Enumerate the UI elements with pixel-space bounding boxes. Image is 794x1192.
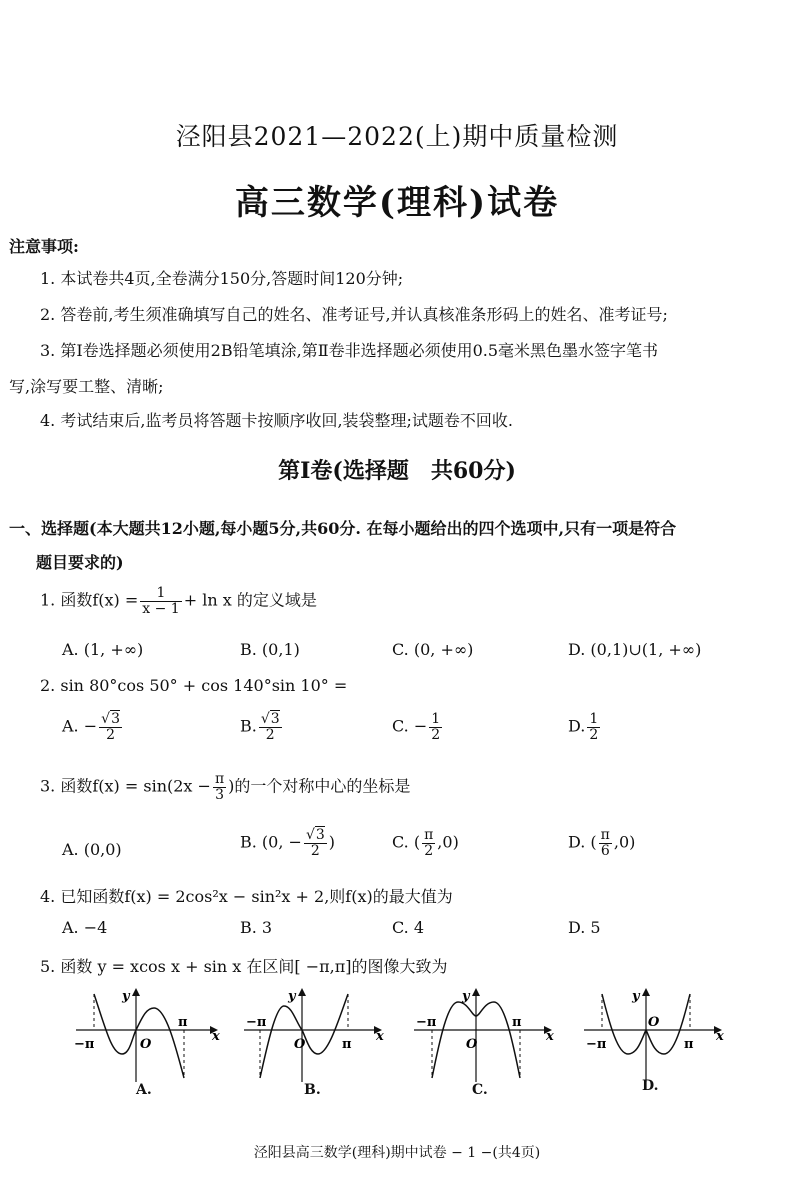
graph-a-neg-pi: −π <box>74 1037 95 1052</box>
graph-a-y-label: y <box>122 989 130 1004</box>
fraction: $\frac{1}{x - 1}$ <box>142 585 180 617</box>
graph-d <box>580 982 730 1084</box>
graph-d-pi: π <box>684 1037 694 1052</box>
question-4: 4. 已知函数f(x) = 2cos²x − sin²x + 2,则f(x)的最大值为 <box>40 887 453 906</box>
q2-option-b: B. $\frac{√3}{2}$ <box>240 711 280 743</box>
q4-option-d: D. 5 <box>568 918 601 937</box>
fraction: $\frac{\pi}{3}$ <box>214 771 225 803</box>
graph-a <box>72 982 222 1084</box>
graph-b-x-label: x <box>376 1029 384 1044</box>
note-item: 2. 答卷前,考生须准确填写自己的姓名、准考证号,并认真核准条形码上的姓名、准考证号; <box>40 305 668 324</box>
question-1 <box>40 586 317 616</box>
graph-b-origin: O <box>294 1037 306 1052</box>
graph-d-x-label: x <box>716 1029 724 1044</box>
question-5: 5. 函数 y = xcos x + sin x 在区间[ −π,π]的图像大致为 <box>40 957 448 976</box>
graph-c-label: C. <box>472 1082 488 1098</box>
graph-b-y-label: y <box>288 989 296 1004</box>
q4-option-a: A. −4 <box>62 918 108 937</box>
graph-c-y-label: y <box>462 989 470 1004</box>
graph-a-origin: O <box>140 1037 152 1052</box>
q2-option-c: C. − $\frac{1}{2}$ <box>392 711 441 743</box>
q3-option-d: D. ( $\frac{\pi}{6}$ ,0) <box>568 827 636 859</box>
graph-a-x-label: x <box>212 1029 220 1044</box>
graph-b <box>240 982 390 1084</box>
question-1-post: + ln x 的定义域是 <box>183 590 317 610</box>
graph-c-pi: π <box>512 1015 522 1030</box>
q2-option-d: D. $\frac{1}{2}$ <box>568 711 599 743</box>
question-3: 3. 函数f(x) = sin(2x − $\frac{\pi}{3}$ )的一个对称中心的坐标是 <box>40 771 411 803</box>
graph-b-pi: π <box>342 1037 352 1052</box>
q3-option-a: A. (0,0) <box>62 840 122 859</box>
graph-b-neg-pi: −π <box>246 1015 267 1030</box>
q2-option-a: A. − $\frac{√3}{2}$ <box>62 711 120 743</box>
q1-option-a: A. (1, +∞) <box>62 640 144 659</box>
graph-d-y-label: y <box>632 989 640 1004</box>
note-item: 1. 本试卷共4页,全卷满分150分,答题时间120分钟; <box>40 269 404 288</box>
note-item: 3. 第Ⅰ卷选择题必须使用2B铅笔填涂,第Ⅱ卷非选择题必须使用0.5毫米黑色墨水签字笔书 <box>40 341 659 360</box>
part-instructions: 一、选择题(本大题共12小题,每小题5分,共60分. 在每小题给出的四个选项中,只有一项是符合 <box>9 519 677 538</box>
q4-option-c: C. 4 <box>392 918 425 937</box>
question-1-pre: 1. 函数f(x) = <box>40 590 139 610</box>
graph-d-origin: O <box>648 1015 660 1030</box>
page-footer: 泾阳县高三数学(理科)期中试卷 − 1 −(共4页) <box>253 1145 541 1161</box>
graph-b-label: B. <box>304 1082 321 1098</box>
q4-option-b: B. 3 <box>240 918 273 937</box>
part-instructions-continued: 题目要求的) <box>36 553 124 572</box>
q1-option-c: C. (0, +∞) <box>392 640 474 659</box>
graph-c-neg-pi: −π <box>416 1015 437 1030</box>
section-title: 第Ⅰ卷(选择题 共60分) <box>278 458 516 484</box>
q1-option-b: B. (0,1) <box>240 640 300 659</box>
exam-subtitle: 高三数学(理科)试卷 <box>234 183 560 223</box>
graph-d-label: D. <box>642 1078 659 1094</box>
graph-d-neg-pi: −π <box>586 1037 607 1052</box>
notes-heading: 注意事项: <box>9 237 79 256</box>
q1-option-d: D. (0,1)∪(1, +∞) <box>568 640 702 659</box>
note-item: 4. 考试结束后,监考员将答题卡按顺序收回,装袋整理;试题卷不回收. <box>40 411 514 430</box>
graph-a-label: A. <box>136 1082 152 1098</box>
note-item-continued: 写,涂写要工整、清晰; <box>9 377 164 396</box>
q3-option-c: C. ( $\frac{\pi}{2}$ ,0) <box>392 827 459 859</box>
graph-c-origin: O <box>466 1037 478 1052</box>
graph-a-pi: π <box>178 1015 188 1030</box>
graph-c <box>410 982 560 1084</box>
graph-c-x-label: x <box>546 1029 554 1044</box>
question-2: 2. sin 80°cos 50° + cos 140°sin 10° = <box>40 676 348 695</box>
q3-option-b: B. (0, − $\frac{√3}{2}$ ) <box>240 827 336 859</box>
exam-title: 泾阳县2021—2022(上)期中质量检测 <box>175 122 619 151</box>
